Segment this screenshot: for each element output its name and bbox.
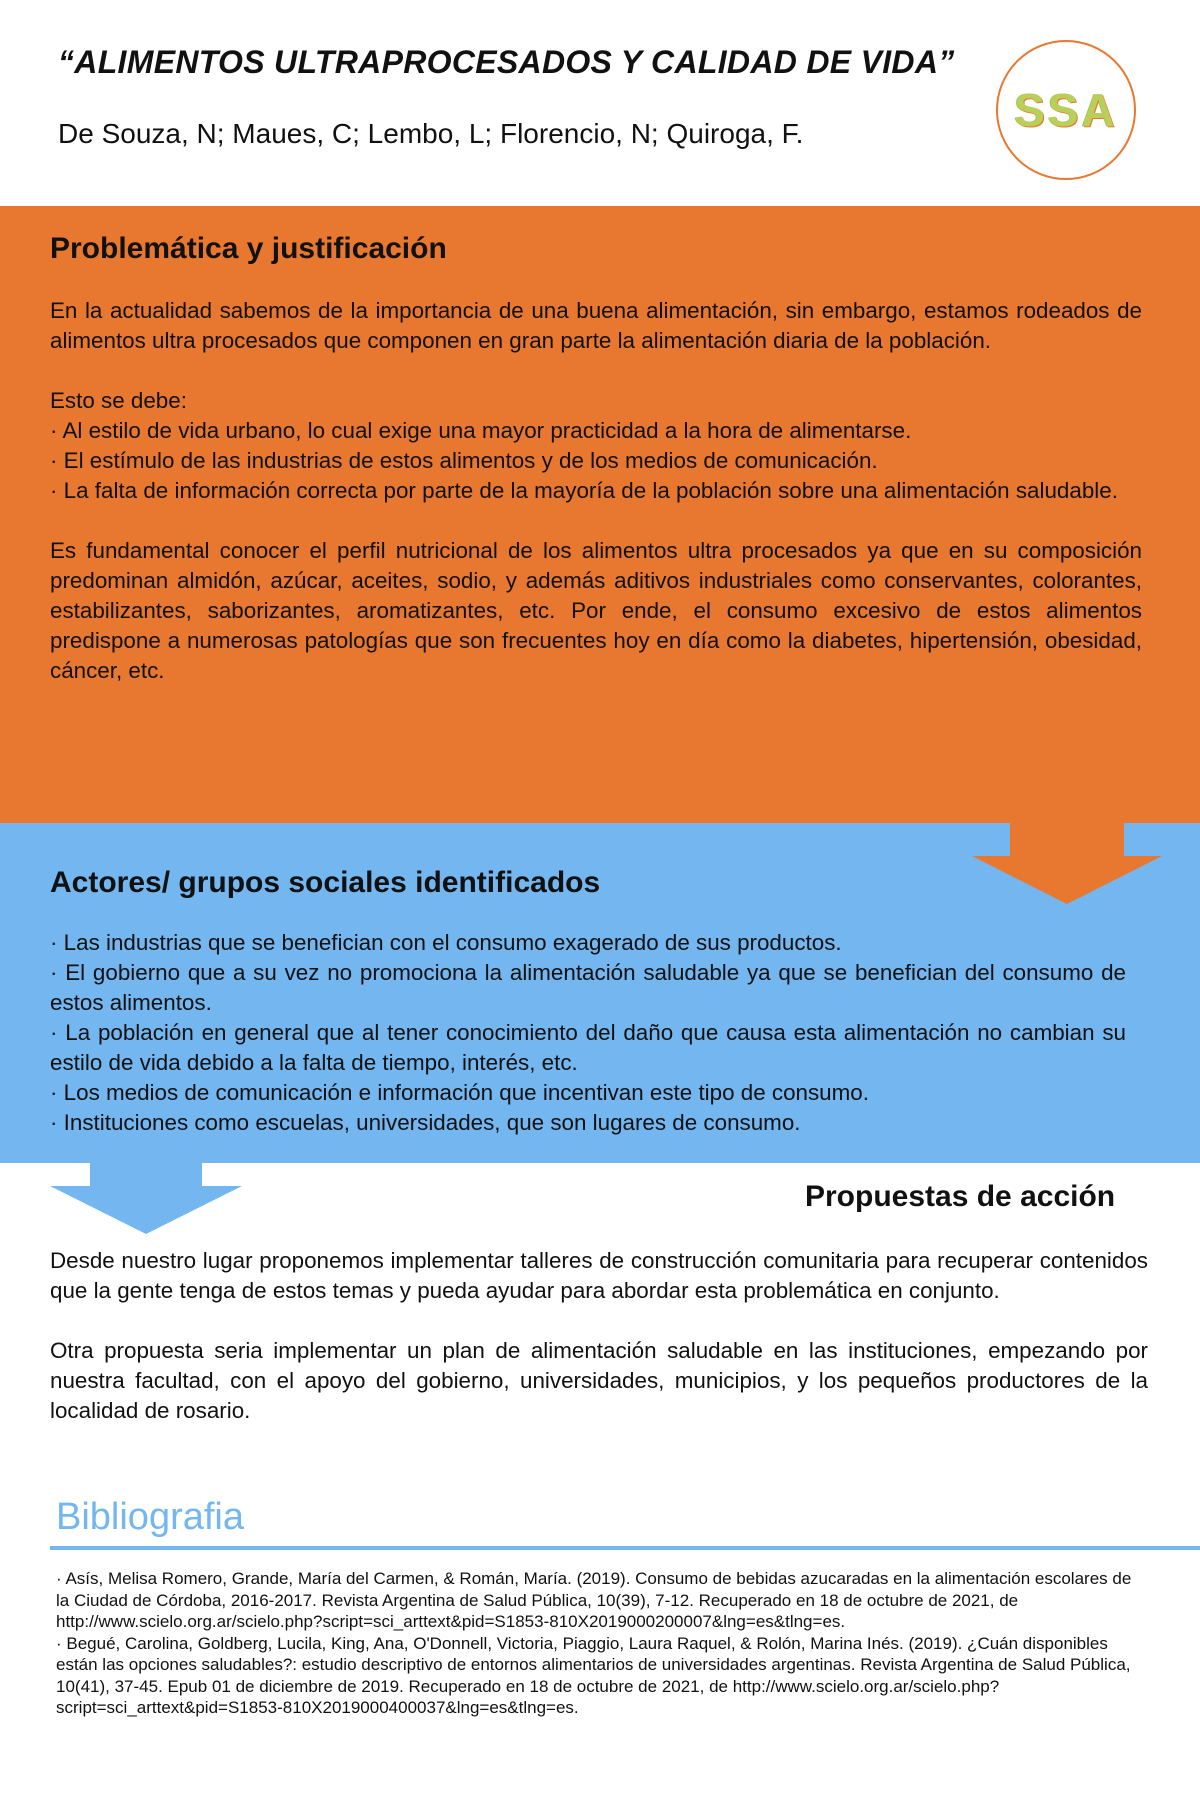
problem-paragraph: Esto se debe: bbox=[50, 388, 187, 413]
bibliography-heading: Bibliografia bbox=[56, 1496, 244, 1538]
bibliography-divider bbox=[50, 1546, 1200, 1550]
problem-paragraph: Es fundamental conocer el perfil nutricional de los alimentos ultra procesados ya que en su composición predominan almidón, azúcar, aceites, sodio, y además aditivos industriales como conservantes, colorantes, estabilizantes, saborizantes, aromatizantes, etc. Por ende, el consumo excesivo de estos alimentos predispone a numerosas patologías que son frecuentes hoy en día como la diabetes, hipertensión, obesidad, cáncer, etc. bbox=[50, 538, 1142, 683]
actor-item: · Los medios de comunicación e información que incentivan este tipo de consumo. bbox=[50, 1080, 869, 1105]
actor-item: · Instituciones como escuelas, universidades, que son lugares de consumo. bbox=[50, 1110, 801, 1135]
bibliography-entry: · Asís, Melisa Romero, Grande, María del Carmen, & Román, María. (2019). Consumo de bebidas azucaradas en la alimentación escolares de la Ciudad de Córdoba, 2016-2017. Revista Argentina de Salud Pública, 10(39), 7-12. Recuperado en 18 de octubre de 2021, de http://www.scielo.org.ar/scielo.php?script=sci_arttext&pid=S1853-810X2019000200007&lng=es&tlng=es. bbox=[56, 1569, 1132, 1631]
actors-list bbox=[50, 928, 1126, 1138]
actor-item: · Las industrias que se benefician con el consumo exagerado de sus productos. bbox=[50, 930, 842, 955]
authors-line: De Souza, N; Maues, C; Lembo, L; Florencio, N; Quiroga, F. bbox=[58, 118, 804, 149]
problem-bullet: · Al estilo de vida urbano, lo cual exige una mayor practicidad a la hora de alimentarse. bbox=[50, 418, 912, 443]
proposals-heading: Propuestas de acción bbox=[805, 1180, 1116, 1213]
problem-body bbox=[50, 296, 1142, 686]
problem-paragraph: En la actualidad sabemos de la importancia de una buena alimentación, sin embargo, estamos rodeados de alimentos ultra procesados que componen en gran parte la alimentación diaria de la población. bbox=[50, 298, 1142, 353]
proposal-paragraph: Desde nuestro lugar proponemos implementar talleres de construcción comunitaria para recuperar contenidos que la gente tenga de estos temas y pueda ayudar para abordar esta problemática en conjunto. bbox=[50, 1248, 1148, 1303]
problem-heading: Problemática y justificación bbox=[50, 232, 447, 265]
poster-title: “ALIMENTOS ULTRAPROCESADOS Y CALIDAD DE VIDA” bbox=[58, 44, 955, 80]
bibliography-entry: · Begué, Carolina, Goldberg, Lucila, King, Ana, O'Donnell, Victoria, Piaggio, Laura Raquel, & Rolón, Marina Inés. (2019). ¿Cuán disponibles están las opciones saludables?: estudio descriptivo de entornos alimentarios de universidades argentinas. Revista Argentina de Salud Pública, 10(41), 37-45. Epub 01 de diciembre de 2019. Recuperado en 18 de octubre de 2021, de http://www.scielo.org.ar/scielo.php?script=sci_arttext&pid=S1853-810X2019000400037&lng=es&tlng=es. bbox=[56, 1633, 1131, 1717]
actors-heading: Actores/ grupos sociales identificados bbox=[50, 866, 601, 899]
actor-item: · El gobierno que a su vez no promociona la alimentación saludable ya que se benefician del consumo de estos alimentos. bbox=[50, 960, 1126, 1015]
down-arrow-blue-icon bbox=[50, 1162, 242, 1234]
actor-item: · La población en general que al tener conocimiento del daño que causa esta alimentación no cambian su estilo de vida debido a la falta de tiempo, interés, etc. bbox=[50, 1020, 1126, 1075]
logo-text: SSA bbox=[1014, 84, 1118, 136]
problem-bullet: · La falta de información correcta por parte de la mayoría de la población sobre una alimentación saludable. bbox=[50, 478, 1118, 503]
ssa-logo bbox=[996, 40, 1136, 180]
proposal-paragraph: Otra propuesta seria implementar un plan de alimentación saludable en las instituciones, empezando por nuestra facultad, con el apoyo del gobierno, universidades, municipios, y los pequeños productores de la localidad de rosario. bbox=[50, 1338, 1148, 1423]
proposals-body bbox=[50, 1246, 1148, 1426]
down-arrow-orange-icon bbox=[972, 822, 1162, 904]
problem-bullet: · El estímulo de las industrias de estos alimentos y de los medios de comunicación. bbox=[50, 448, 878, 473]
bibliography-list bbox=[56, 1568, 1136, 1719]
